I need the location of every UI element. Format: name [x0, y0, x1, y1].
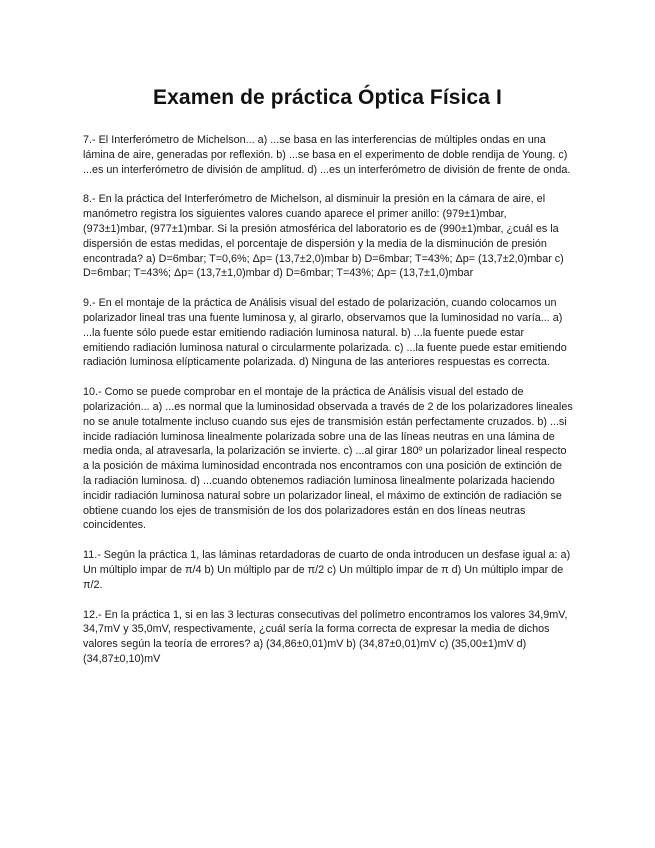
question-9: 9.- En el montaje de la práctica de Análisis visual del estado de polarización, cuando colocamos un polarizador lineal tras una fuente luminosa y, al girarlo, observamos que la luminosidad no varía... a) ...la fuente sólo puede estar emitiendo radiación luminosa natural. b) ...la fuente puede estar emitiendo radiación luminosa natural o circularmente polarizada. c) ...la fuente puede estar emitiendo radiación luminosa elípticamente polarizada. d) Ninguna de las anteriores respuestas es correcta. [83, 297, 567, 369]
question-10: 10.- Como se puede comprobar en el montaje de la práctica de Análisis visual del estado de polarización... a) ...es normal que la luminosidad observada a través de 2 de los polarizadores lineales no se anule totalmente incluso cuando sus ejes de transmisión están perfectamente cruzados. b) ...si incide radiación luminosa linealmente polarizada sobre una de las líneas neutras en una lámina de media onda, al atravesarla, la polarización se invierte. c) ...al girar 180º un polarizador lineal respecto a la posición de máxima luminosidad encontrada nos encontramos con una posición de extinción de la radiación luminosa. d) ...cuando obtenemos radiación luminosa linealmente polarizada haciendo incidir radiación luminosa natural sobre un polarizador lineal, el máximo de extinción de radiación se obtiene cuando los ejes de transmisión de los dos polarizadores están en dos líneas neutras coincidentes. [83, 386, 573, 532]
question-11: 11.- Según la práctica 1, las láminas retardadoras de cuarto de onda introducen un desfase igual a: a) Un múltiplo impar de π/4 b) Un múltiplo par de π/2 c) Un múltiplo impar de π d) Un múltiplo impar de π/2. [83, 549, 571, 591]
question-7: 7.- El Interferómetro de Michelson... a) ...se basa en las interferencias de múltiples ondas en una lámina de aire, generadas por reflexión. b) ...se basa en el experimento de doble rendija de Young. c) ...es un interferómetro de división de amplitud. d) ...es un interferómetro de división de frente de onda. [83, 134, 571, 176]
question-list [83, 133, 573, 682]
question-12: 12.- En la práctica 1, si en las 3 lecturas consecutivas del polímetro encontramos los valores 34,9mV, 34,7mV y 35,0mV, respectivamente, ¿cuál sería la forma correcta de expresar la media de dichos valores según la teoría de errores? a) (34,86±0,01)mV b) (34,87±0,01)mV c) (35,00±1)mV d) (34,87±0,10)mV [83, 608, 568, 665]
question-8: 8.- En la práctica del Interferómetro de Michelson, al disminuir la presión en la cámara de aire, el manómetro registra los siguientes valores cuando aparece el primer anillo: (979±1)mbar, (973±1)mbar, (977±1)mbar. Si la presión atmosférica del laboratorio es de (990±1)mbar, ¿cuál es la dispersión de estas medidas, el porcentaje de dispersión y la media de la disminución de presión encontrada? a) D=6mbar; T=0,6%; Δp= (13,7±2,0)mbar b) D=6mbar; T=43%; Δp= (13,7±2,0)mbar c) D=6mbar; T=43%; Δp= (13,7±1,0)mbar d) D=6mbar; T=43%; Δp= (13,7±1,0)mbar [83, 193, 564, 280]
document-title: Examen de práctica Óptica Física I [153, 86, 502, 109]
